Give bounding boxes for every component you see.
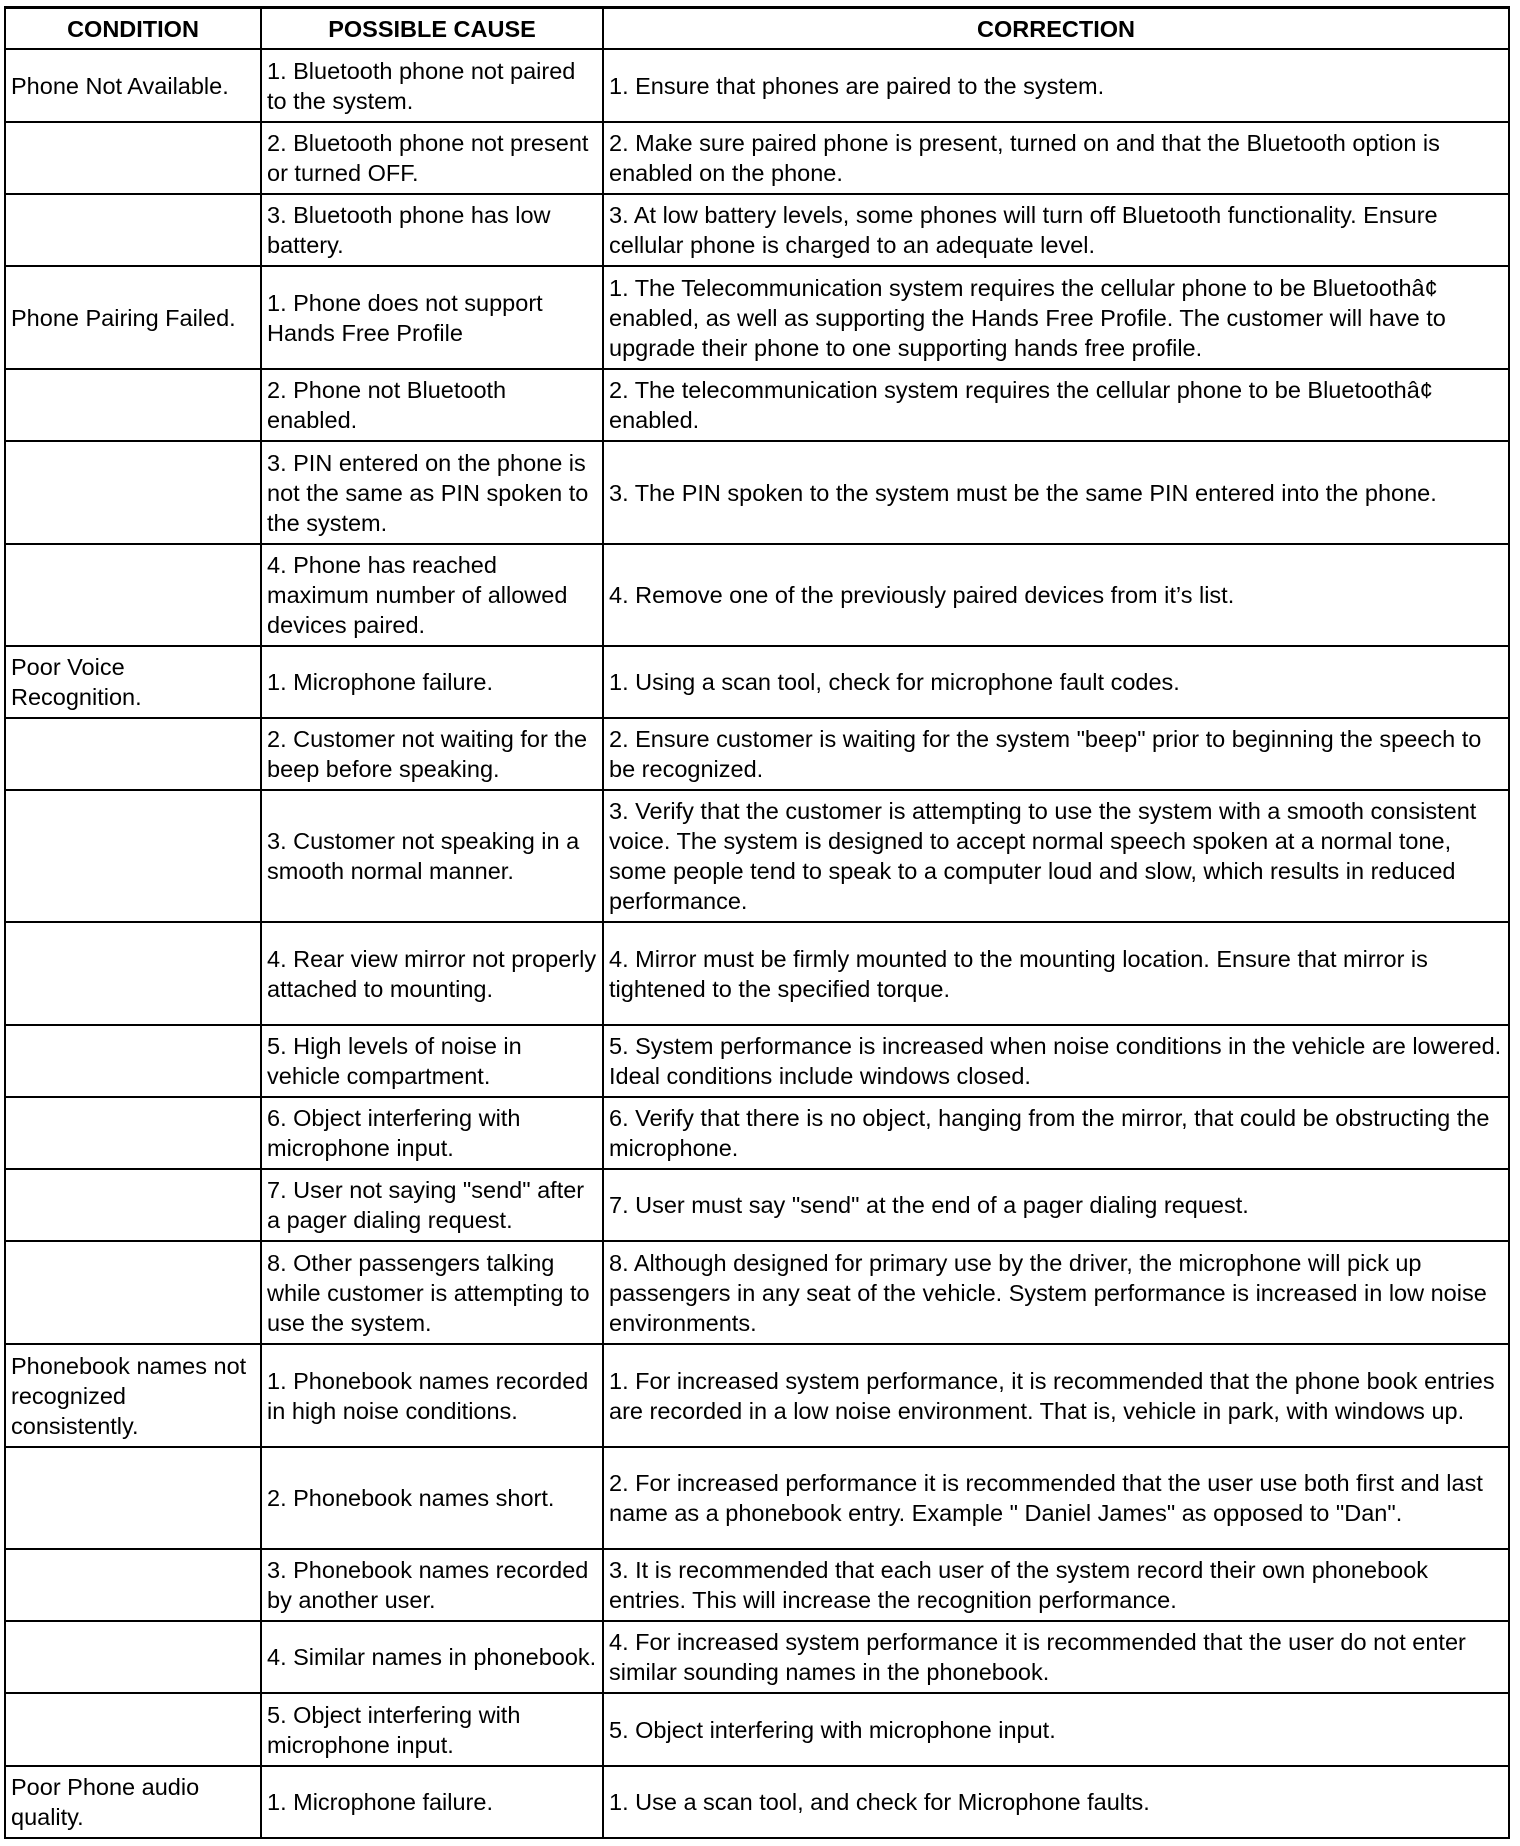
cause-cell: 5. Object interfering with microphone input. xyxy=(261,1693,603,1766)
cause-header: POSSIBLE CAUSE xyxy=(261,8,603,50)
condition-cell xyxy=(5,122,261,194)
condition-cell xyxy=(5,1549,261,1621)
correction-cell: 3. Verify that the customer is attempting to use the system with a smooth consistent voice. The system is designed to accept normal speech spoken at a normal tone, some people tend to speak to a computer loud and slow, which results in reduced performance. xyxy=(603,790,1509,922)
cause-cell: 1. Bluetooth phone not paired to the system. xyxy=(261,49,603,122)
correction-cell: 1. Ensure that phones are paired to the system. xyxy=(603,49,1509,122)
table-body xyxy=(5,49,1509,1838)
table-row xyxy=(5,1693,1509,1766)
cause-cell: 1. Microphone failure. xyxy=(261,1766,603,1838)
correction-cell: 4. Remove one of the previously paired devices from it’s list. xyxy=(603,544,1509,646)
header-row xyxy=(5,8,1509,50)
cause-cell: 4. Phone has reached maximum number of allowed devices paired. xyxy=(261,544,603,646)
table-row xyxy=(5,1241,1509,1344)
table-row xyxy=(5,1344,1509,1447)
cause-cell: 5. High levels of noise in vehicle compartment. xyxy=(261,1025,603,1097)
table-row xyxy=(5,1169,1509,1241)
diagnosis-table xyxy=(4,6,1510,1839)
cause-cell: 7. User not saying "send" after a pager dialing request. xyxy=(261,1169,603,1241)
condition-cell xyxy=(5,1447,261,1549)
table-row xyxy=(5,646,1509,718)
condition-cell xyxy=(5,1241,261,1344)
condition-cell xyxy=(5,544,261,646)
condition-cell: Phone Not Available. xyxy=(5,49,261,122)
cause-cell: 8. Other passengers talking while customer is attempting to use the system. xyxy=(261,1241,603,1344)
condition-cell xyxy=(5,1621,261,1693)
condition-cell xyxy=(5,718,261,790)
table-row xyxy=(5,49,1509,122)
correction-cell: 8. Although designed for primary use by the driver, the microphone will pick up passengers in any seat of the vehicle. System performance is increased in low noise environments. xyxy=(603,1241,1509,1344)
table-row xyxy=(5,1025,1509,1097)
condition-cell xyxy=(5,1025,261,1097)
correction-cell: 2. The telecommunication system requires the cellular phone to be Bluetoothâ¢ enabled. xyxy=(603,369,1509,441)
correction-cell: 1. For increased system performance, it is recommended that the phone book entries are recorded in a low noise environment. That is, vehicle in park, with windows up. xyxy=(603,1344,1509,1447)
cause-cell: 2. Phonebook names short. xyxy=(261,1447,603,1549)
cause-cell: 2. Customer not waiting for the beep before speaking. xyxy=(261,718,603,790)
cause-cell: 3. PIN entered on the phone is not the same as PIN spoken to the system. xyxy=(261,441,603,544)
correction-cell: 1. Use a scan tool, and check for Microphone faults. xyxy=(603,1766,1509,1838)
condition-cell xyxy=(5,1693,261,1766)
table-row xyxy=(5,369,1509,441)
cause-cell: 3. Customer not speaking in a smooth normal manner. xyxy=(261,790,603,922)
table-row xyxy=(5,922,1509,1025)
correction-cell: 2. Make sure paired phone is present, turned on and that the Bluetooth option is enabled on the phone. xyxy=(603,122,1509,194)
correction-cell: 5. System performance is increased when noise conditions in the vehicle are lowered. Ideal conditions include windows closed. xyxy=(603,1025,1509,1097)
table-row xyxy=(5,266,1509,369)
correction-cell: 1. The Telecommunication system requires the cellular phone to be Bluetoothâ¢ enabled, as well as supporting the Hands Free Profile. The customer will have to upgrade their phone to one supporting hands free profile. xyxy=(603,266,1509,369)
table-row xyxy=(5,1549,1509,1621)
table-row xyxy=(5,1621,1509,1693)
condition-cell xyxy=(5,790,261,922)
correction-cell: 3. The PIN spoken to the system must be the same PIN entered into the phone. xyxy=(603,441,1509,544)
correction-cell: 7. User must say "send" at the end of a pager dialing request. xyxy=(603,1169,1509,1241)
cause-cell: 1. Phonebook names recorded in high noise conditions. xyxy=(261,1344,603,1447)
cause-cell: 1. Phone does not support Hands Free Profile xyxy=(261,266,603,369)
table-row xyxy=(5,1447,1509,1549)
cause-cell: 4. Rear view mirror not properly attached to mounting. xyxy=(261,922,603,1025)
cause-cell: 3. Phonebook names recorded by another user. xyxy=(261,1549,603,1621)
condition-cell xyxy=(5,922,261,1025)
condition-cell xyxy=(5,194,261,266)
condition-header: CONDITION xyxy=(5,8,261,50)
condition-cell: Poor Voice Recognition. xyxy=(5,646,261,718)
cause-cell: 2. Phone not Bluetooth enabled. xyxy=(261,369,603,441)
condition-cell: Phonebook names not recognized consistently. xyxy=(5,1344,261,1447)
condition-cell: Poor Phone audio quality. xyxy=(5,1766,261,1838)
correction-cell: 6. Verify that there is no object, hanging from the mirror, that could be obstructing the microphone. xyxy=(603,1097,1509,1169)
condition-cell xyxy=(5,441,261,544)
correction-cell: 2. For increased performance it is recommended that the user use both first and last name as a phonebook entry. Example " Daniel James" as opposed to "Dan". xyxy=(603,1447,1509,1549)
correction-cell: 1. Using a scan tool, check for microphone fault codes. xyxy=(603,646,1509,718)
condition-cell xyxy=(5,1169,261,1241)
cause-cell: 4. Similar names in phonebook. xyxy=(261,1621,603,1693)
table-row xyxy=(5,122,1509,194)
table-row xyxy=(5,1766,1509,1838)
condition-cell xyxy=(5,1097,261,1169)
correction-cell: 2. Ensure customer is waiting for the system "beep" prior to beginning the speech to be recognized. xyxy=(603,718,1509,790)
correction-cell: 4. For increased system performance it is recommended that the user do not enter similar sounding names in the phonebook. xyxy=(603,1621,1509,1693)
table-row xyxy=(5,1097,1509,1169)
cause-cell: 1. Microphone failure. xyxy=(261,646,603,718)
condition-cell: Phone Pairing Failed. xyxy=(5,266,261,369)
table-row xyxy=(5,718,1509,790)
cause-cell: 2. Bluetooth phone not present or turned OFF. xyxy=(261,122,603,194)
table-row xyxy=(5,441,1509,544)
table-row xyxy=(5,790,1509,922)
condition-cell xyxy=(5,369,261,441)
correction-cell: 3. It is recommended that each user of the system record their own phonebook entries. This will increase the recognition performance. xyxy=(603,1549,1509,1621)
cause-cell: 3. Bluetooth phone has low battery. xyxy=(261,194,603,266)
table-row xyxy=(5,194,1509,266)
cause-cell: 6. Object interfering with microphone input. xyxy=(261,1097,603,1169)
correction-header: CORRECTION xyxy=(603,8,1509,50)
correction-cell: 3. At low battery levels, some phones will turn off Bluetooth functionality. Ensure cellular phone is charged to an adequate level. xyxy=(603,194,1509,266)
correction-cell: 4. Mirror must be firmly mounted to the mounting location. Ensure that mirror is tightened to the specified torque. xyxy=(603,922,1509,1025)
correction-cell: 5. Object interfering with microphone input. xyxy=(603,1693,1509,1766)
table-row xyxy=(5,544,1509,646)
